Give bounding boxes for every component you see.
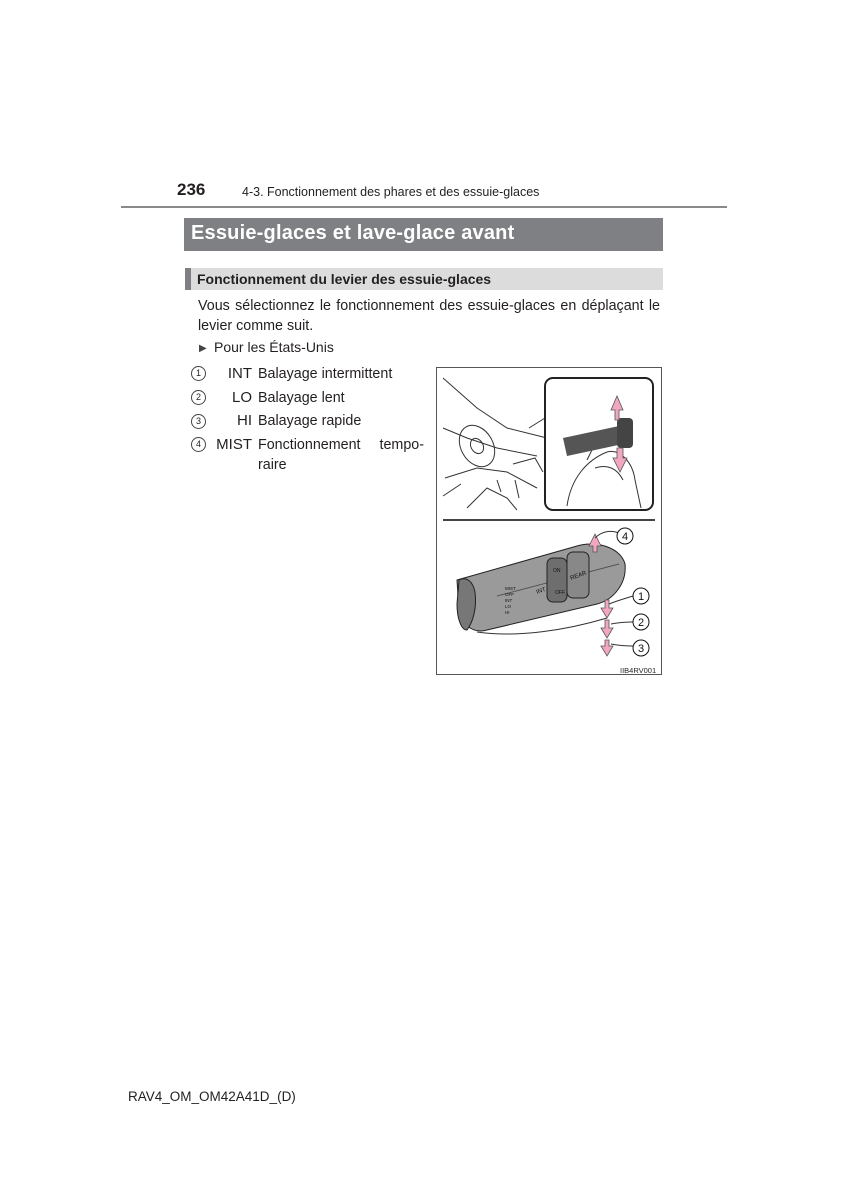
- callout-number-1: 1: [637, 591, 645, 603]
- item-description: Balayage intermittent: [258, 366, 393, 382]
- item-description: Balayage lent: [258, 390, 345, 406]
- wiper-lever-figure: [436, 367, 662, 675]
- switch-label-off: OFF: [555, 590, 565, 596]
- section-title: Essuie-glaces et lave-glace avant: [191, 222, 515, 244]
- item-code: MIST: [216, 436, 252, 453]
- switch-ring-label-lo: LO: [505, 604, 512, 609]
- item-description-continued: raire: [258, 457, 287, 473]
- hi-down-arrow-icon: [601, 640, 613, 656]
- item-number-badge: 2: [191, 390, 206, 405]
- callout-number-4: 4: [621, 531, 629, 543]
- triangle-bullet-icon: ▶: [199, 343, 207, 354]
- wiper-lever-closeup: [457, 544, 625, 634]
- cabin-illustration: [443, 378, 547, 510]
- region-label: Pour les États-Unis: [214, 339, 334, 355]
- item-number-badge: 1: [191, 366, 206, 381]
- switch-ring-label-int: INT: [505, 598, 513, 603]
- item-number-badge: 3: [191, 414, 206, 429]
- item-number-badge: 4: [191, 437, 206, 452]
- switch-ring-label-off: OFF: [505, 592, 514, 597]
- item-description: Fonctionnement tempo-: [258, 437, 424, 453]
- header-rule: [121, 206, 727, 208]
- switch-label-on: ON: [553, 568, 561, 574]
- item-code: HI: [237, 412, 252, 429]
- switch-label-int: INT: [535, 586, 547, 596]
- subsection-accent: [185, 268, 191, 290]
- lo-down-arrow-icon: [601, 620, 613, 638]
- switch-ring-label-hi: HI: [505, 610, 510, 615]
- item-description: Balayage rapide: [258, 413, 362, 429]
- intro-text: Vous sélectionnez le fonctionnement des essuie-glaces en déplaçant le levier comme suit.: [198, 298, 660, 334]
- switch-label-rear: REAR: [569, 570, 588, 582]
- figure-code: IIB4RV001: [620, 666, 657, 675]
- callout-number-2: 2: [637, 617, 645, 629]
- item-code: INT: [227, 365, 252, 382]
- page-number: 236: [177, 180, 206, 199]
- footer-doc-code: RAV4_OM_OM42A41D_(D): [128, 1089, 296, 1104]
- chapter-title: 4-3. Fonctionnement des phares et des essuie-glaces: [242, 185, 540, 199]
- subsection-title: Fonctionnement du levier des essuie-glaces: [197, 271, 492, 287]
- switch-ring-label-mist: MIST: [505, 586, 516, 591]
- item-code: LO: [231, 389, 252, 406]
- callout-number-3: 3: [637, 643, 645, 655]
